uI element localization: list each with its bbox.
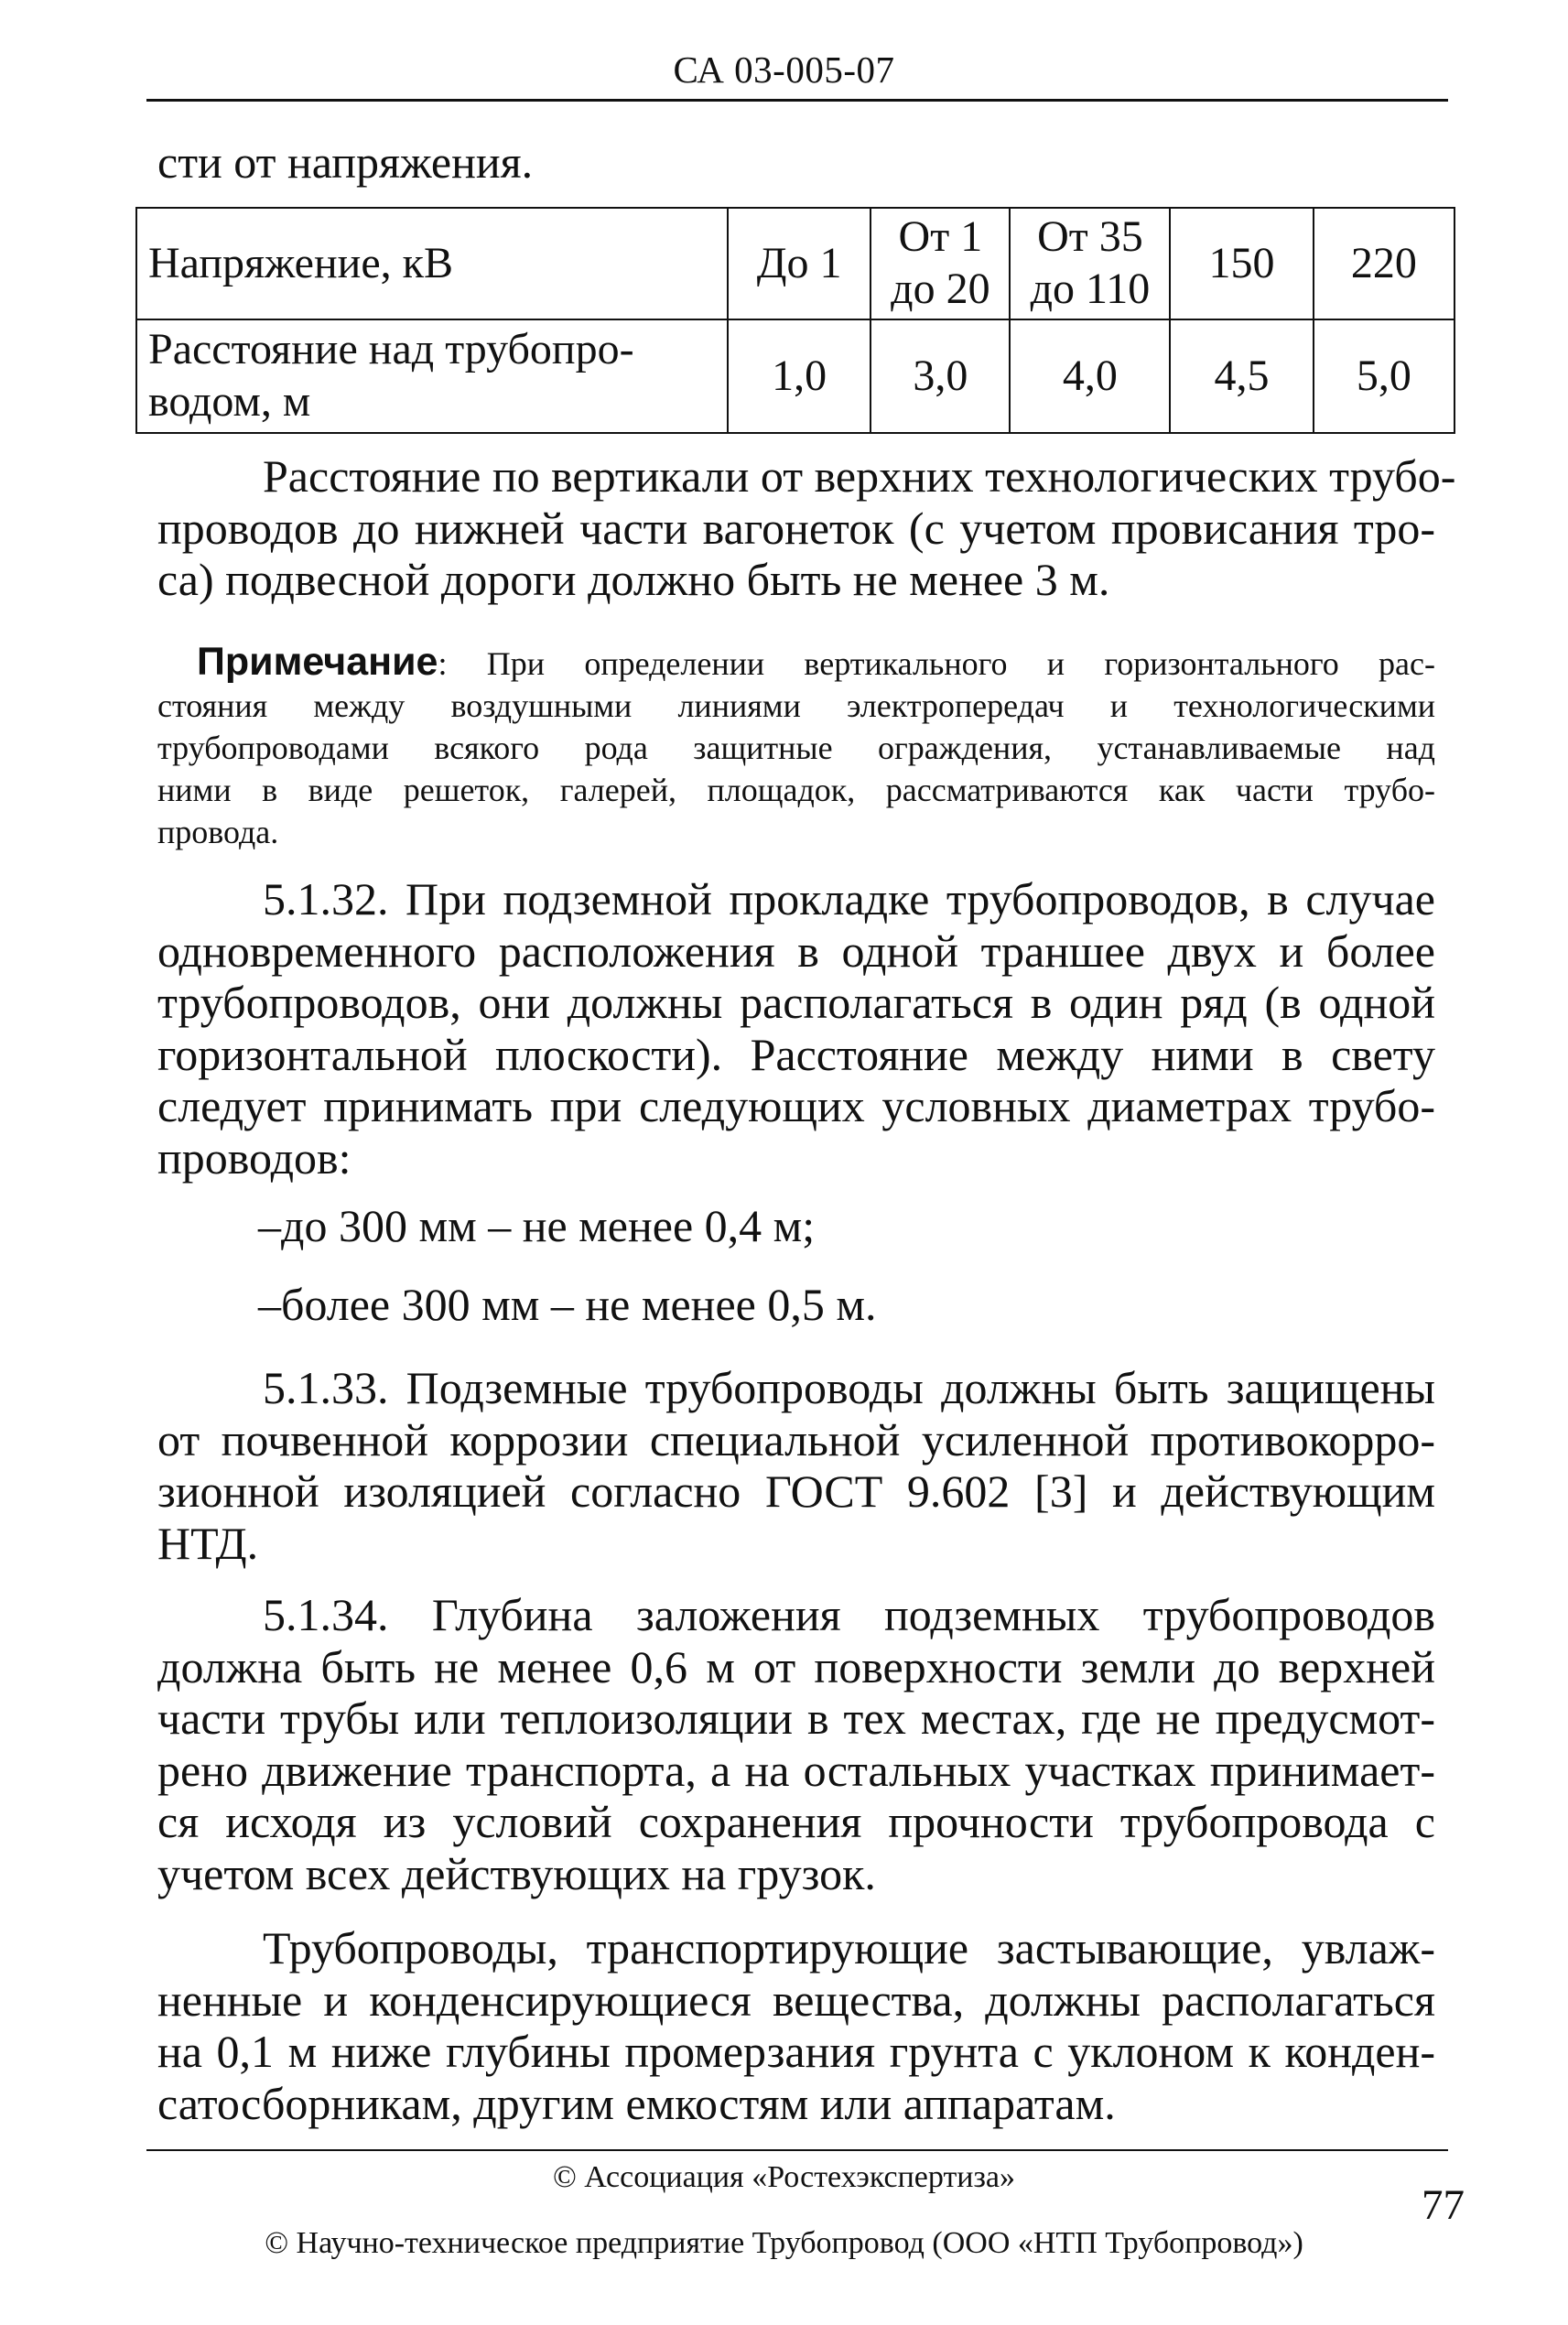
- text-line: ними в виде решеток, галерей, площадок, рассматриваются как части трубо-: [157, 772, 1435, 808]
- document-code: СА 03-005-07: [673, 49, 895, 91]
- text-line: одновременного расположения в одной траншее двух и более: [157, 925, 1435, 977]
- page-number: 77: [1422, 2181, 1465, 2229]
- footer-copyright-association: © Ассоциация «Ростехэкспертиза»: [552, 2160, 1016, 2194]
- text-line: ненные и конденсирующиеся вещества, должны располагаться: [157, 1974, 1435, 2026]
- note-text: : При определении вертикального и горизонтального рас-: [438, 645, 1435, 682]
- footer-copyright-company: © Научно-техническое предприятие Трубопровод (ООО «НТП Трубопровод»): [265, 2226, 1303, 2260]
- table-cell: [871, 208, 1010, 319]
- table-cell: [1010, 208, 1170, 319]
- cell-line: до 110: [1030, 265, 1151, 313]
- note-label: Примечание: [197, 640, 438, 684]
- text-line: 5.1.34. Глубина заложения подземных трубопроводов: [263, 1589, 1435, 1640]
- table-cell: 1,0: [728, 319, 871, 433]
- table-cell: 4,0: [1010, 319, 1170, 433]
- paragraph-5-1-33: [157, 1362, 1435, 1569]
- text-line: зионной изоляцией согласно ГОСТ 9.602 [3] и действующим: [157, 1465, 1435, 1517]
- continuation-text: сти от напряжения.: [157, 136, 534, 188]
- text-line: проводов до нижней части вагонеток (с учетом провисания тро-: [157, 502, 1435, 554]
- table-row-header: [136, 319, 728, 433]
- cell-line: От 1: [898, 212, 983, 262]
- table-cell: 5,0: [1314, 319, 1454, 433]
- table-cell: До 1: [728, 208, 871, 319]
- list-item: –более 300 мм – не менее 0,5 м.: [258, 1279, 877, 1330]
- cell-line: Расстояние над трубопро-: [148, 325, 634, 374]
- cell-line: до 20: [891, 265, 990, 313]
- table-row-header: Напряжение, кВ: [136, 208, 728, 319]
- text-line: должна быть не менее 0,6 м от поверхности земли до верхней: [157, 1640, 1435, 1692]
- text-line: горизонтальной плоскости). Расстояние между ними в свету: [157, 1028, 1435, 1080]
- text-line: следует принимать при следующих условных диаметрах трубо-: [157, 1080, 1435, 1131]
- text-line: на 0,1 м ниже глубины промерзания грунта с уклоном к конден-: [157, 2026, 1435, 2077]
- table-row: [136, 208, 1454, 319]
- footer-divider: [146, 2149, 1448, 2151]
- text-line: учетом всех действующих на грузок.: [157, 1847, 876, 1899]
- paragraph-5-1-34: [157, 1589, 1435, 1899]
- text-line: НТД.: [157, 1517, 259, 1569]
- paragraph-vertical-distance: [157, 450, 1456, 606]
- text-line: 5.1.33. Подземные трубопроводы должны быть защищены: [263, 1362, 1435, 1413]
- header-divider: [146, 99, 1448, 102]
- text-line: трубопроводов, они должны располагаться в один ряд (в одной: [157, 977, 1435, 1028]
- text-line: части трубы или теплоизоляции в тех местах, где не предусмот-: [157, 1692, 1435, 1744]
- note-block: [157, 641, 1435, 853]
- text-line: Расстояние по вертикали от верхних технологических трубо-: [263, 450, 1456, 502]
- table-cell: 3,0: [871, 319, 1010, 433]
- text-line: [157, 641, 1435, 685]
- voltage-distance-table: [135, 207, 1455, 434]
- cell-line: водом, м: [148, 377, 311, 426]
- table-cell: 4,5: [1170, 319, 1313, 433]
- table-cell: 220: [1314, 208, 1454, 319]
- table-cell: 150: [1170, 208, 1313, 319]
- text-line: проводов:: [157, 1131, 351, 1184]
- cell-line: От 35: [1037, 212, 1143, 262]
- paragraph-5-1-32: [157, 873, 1435, 1184]
- table-row: [136, 319, 1454, 433]
- text-line: сатосборникам, другим емкостям или аппаратам.: [157, 2077, 1116, 2129]
- text-line: от почвенной коррозии специальной усиленной противокорро-: [157, 1413, 1435, 1465]
- text-line: трубопроводами всякого рода защитные ограждения, устанавливаемые над: [157, 730, 1435, 766]
- text-line: рено движение транспорта, а на остальных участках принимает-: [157, 1744, 1435, 1796]
- text-line: провода.: [157, 814, 279, 850]
- text-line: стояния между воздушными линиями электропередач и технологическими: [157, 687, 1435, 724]
- text-line: 5.1.32. При подземной прокладке трубопроводов, в случае: [263, 873, 1435, 925]
- text-line: ся исходя из условий сохранения прочности трубопровода с: [157, 1796, 1435, 1847]
- text-line: са) подвесной дороги должно быть не менее 3 м.: [157, 554, 1110, 605]
- text-line: Трубопроводы, транспортирующие застывающие, увлаж-: [263, 1922, 1435, 1974]
- list-item: –до 300 мм – не менее 0,4 м;: [258, 1200, 816, 1251]
- paragraph-freezing-substances: [157, 1922, 1435, 2129]
